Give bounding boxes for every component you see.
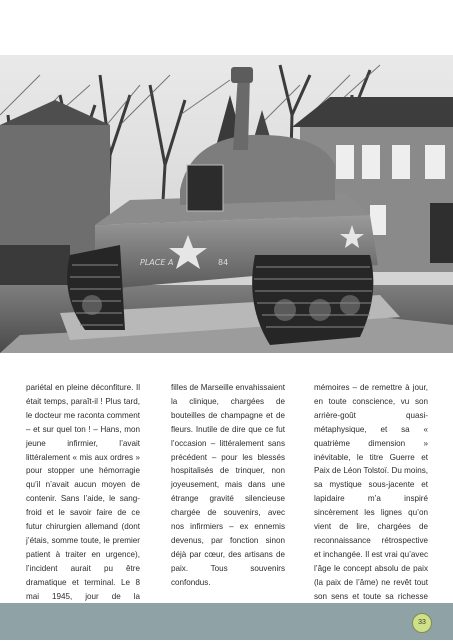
text-column-3	[314, 381, 428, 631]
article-text	[26, 381, 430, 611]
page-number-badge: 33	[412, 613, 432, 633]
footer-band	[0, 603, 453, 640]
paragraph: mémoires – de remettre à jour, en toute conscience, vu son arrière-goût quasi-métaphysique, et sa « quatrième dimension » inévitable, le titre Guerre et Paix de Léon Tolstoï. Du moins, sa mystique sous-jacente et lapidaire m’a inspiré sincèrement les lignes qu’on vient de lire, chargées de reconnaissance rétrospective et inchangée. Il est vrai qu’avec l’âge le concept absolu de paix (la paix de l’âme) ne revêt tout son sens et toute sa richesse	[314, 383, 428, 601]
tank-marking-right: 84	[218, 258, 229, 267]
paragraph: filles de Marseille envahissaient la clinique, chargées de bouteilles de champagne et de fleurs. Inutile de dire que ce fut l’occasion – littéralement sans précédent – pour les blessés hospitalisés de trinquer, non joyeusement, mais dans une étrange gravité silencieuse chargée de souvenirs, avec nos infirmiers – ex ennemis devenus, par fonction sinon déjà par cœur, des artisans de paix. Tous souvenirs confondus.	[171, 383, 285, 587]
text-column-1	[26, 381, 140, 617]
photo-illustration	[0, 55, 453, 353]
tank-memorial-photo	[0, 55, 453, 353]
text-column-2	[171, 381, 285, 641]
paragraph: pariétal en pleine déconfiture. Il était temps, paraît-il ! Plus tard, le docteur me raconta comment – et sur quel ton ! – Hans, mon jeune infirmier, l’avait littéralement « mis aux ordres » pour stopper une hémorragie qu’il n’avait aucun moyen de contenir. Sans l’aide, le sang-froid et le savoir faire de ce futur chirurgien allemand (dont j’étais, somme toute, le premier patient à traiter en urgence), l’incident aurait pu être dramatique et terminal. Le 8 mai 1945, jour de la	[26, 383, 140, 601]
tank-marking-left: PLACE A	[140, 258, 174, 267]
